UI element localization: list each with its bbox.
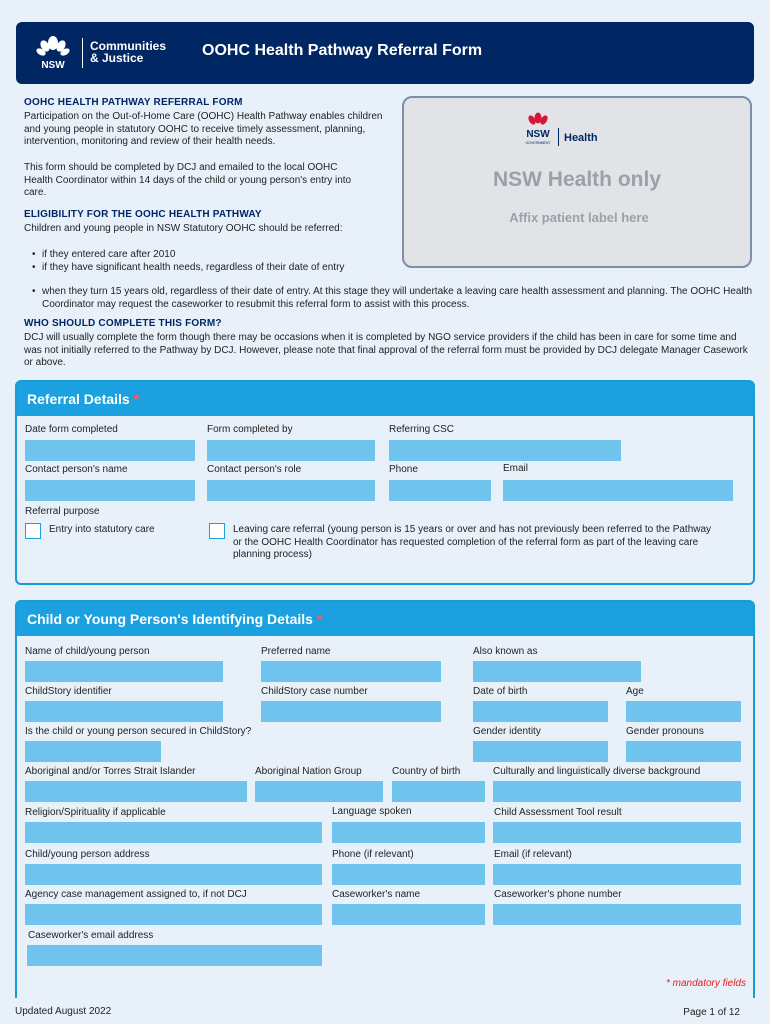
list-item: • if they entered care after 2010 bbox=[32, 249, 392, 262]
panel-header bbox=[17, 382, 753, 416]
language-label: Language spoken bbox=[332, 806, 412, 817]
eligibility-list-2 bbox=[32, 286, 756, 311]
date-label: Date form completed bbox=[25, 424, 118, 435]
child-name-label: Name of child/young person bbox=[25, 646, 150, 657]
cs-case-label: ChildStory case number bbox=[261, 686, 368, 697]
cat-input[interactable] bbox=[493, 822, 741, 843]
waratah-icon bbox=[36, 34, 70, 72]
dob-input[interactable] bbox=[473, 701, 608, 722]
child-details-panel bbox=[15, 600, 755, 998]
leaving-care-label: Leaving care referral (young person is 15 years or over and has not previously been referred to the Pathway or the OOHC Health Coordinator has requested completion of the referral form as part of the leaving care planning process) bbox=[233, 524, 712, 560]
page-number: Page 1 of 12 bbox=[683, 1007, 740, 1018]
age-label: Age bbox=[626, 686, 644, 697]
purpose-label: Referral purpose bbox=[25, 506, 100, 517]
svg-text:NSW: NSW bbox=[41, 60, 65, 71]
secured-select[interactable] bbox=[25, 741, 161, 762]
logo-text: Communities & Justice bbox=[90, 39, 167, 65]
agency-label: Agency case management assigned to, if not DCJ bbox=[25, 889, 247, 900]
nsw-health-logo bbox=[520, 110, 630, 150]
pronouns-label: Gender pronouns bbox=[626, 726, 704, 737]
religion-label: Religion/Spirituality if applicable bbox=[25, 807, 166, 818]
date-input[interactable] bbox=[25, 440, 195, 461]
updated-date: Updated August 2022 bbox=[15, 1006, 112, 1017]
list-item: • when they turn 15 years old, regardless of their date of entry. At this stage they will undertake a leaving care health assessment and planning. The OOHC Health Coordinator may request the caseworker to resubmit this referral form to assist with this process. bbox=[32, 286, 756, 311]
mandatory-note: * mandatory fields bbox=[665, 978, 746, 989]
entry-care-label: Entry into statutory care bbox=[49, 524, 155, 535]
address-label: Child/young person address bbox=[25, 849, 150, 860]
dcj-logo bbox=[36, 34, 176, 72]
section-title: Referral Details * bbox=[27, 391, 140, 407]
csc-input[interactable] bbox=[389, 440, 621, 461]
child-email-input[interactable] bbox=[493, 864, 741, 885]
intro-para1: Participation on the Out-of-Home Care (OOHC) Health Pathway enables children and young people in statutory OOHC to receive timely assessment, planning, intervention, monitoring and review of their health needs. bbox=[24, 111, 383, 147]
agency-input[interactable] bbox=[25, 904, 322, 925]
cw-email-input[interactable] bbox=[27, 945, 322, 966]
cald-label: Culturally and linguistically diverse background bbox=[493, 766, 701, 777]
gender-input[interactable] bbox=[473, 741, 608, 762]
intro-para2: This form should be completed by DCJ and emailed to the local OOHC Health Coordinator within 14 days of the child or young person's entry into care. bbox=[24, 162, 352, 198]
section-title: Child or Young Person's Identifying Details * bbox=[27, 611, 323, 627]
list-item: • if they have significant health needs, regardless of their date of entry bbox=[32, 262, 392, 275]
email-input[interactable] bbox=[503, 480, 733, 501]
nation-label: Aboriginal Nation Group bbox=[255, 766, 362, 777]
phone-label: Phone bbox=[389, 464, 418, 475]
cs-id-label: ChildStory identifier bbox=[25, 686, 112, 697]
by-label: Form completed by bbox=[207, 424, 293, 435]
country-label: Country of birth bbox=[392, 766, 461, 777]
secured-label: Is the child or young person secured in ChildStory? bbox=[25, 726, 252, 737]
cw-name-label: Caseworker's name bbox=[332, 889, 421, 900]
svg-text:Health: Health bbox=[564, 132, 598, 144]
eligibility-heading: ELIGIBILITY FOR THE OOHC HEALTH PATHWAY bbox=[24, 209, 262, 220]
header-banner bbox=[16, 22, 754, 84]
cald-input[interactable] bbox=[493, 781, 741, 802]
preferred-name-label: Preferred name bbox=[261, 646, 331, 657]
contact-name-input[interactable] bbox=[25, 480, 195, 501]
email-label: Email bbox=[503, 463, 529, 474]
cw-email-label: Caseworker's email address bbox=[28, 930, 154, 941]
child-phone-input[interactable] bbox=[332, 864, 485, 885]
cw-name-input[interactable] bbox=[332, 904, 485, 925]
nsw-health-only-title: NSW Health only bbox=[492, 168, 661, 191]
cs-id-input[interactable] bbox=[25, 701, 223, 722]
nsw-health-label-box bbox=[402, 96, 752, 268]
child-phone-label: Phone (if relevant) bbox=[332, 849, 414, 860]
role-label: Contact person's role bbox=[207, 464, 302, 475]
affix-label-text: Affix patient label here bbox=[509, 210, 649, 225]
child-email-label: Email (if relevant) bbox=[494, 849, 572, 860]
who-text: DCJ will usually complete the form though there may be occasions when it is completed by NGO service providers if the child has been in care for some time and was not initially referred to the Pathway by DCJ. However, please note that final approval of the referral form must be provided by DCJ delegate Manager Casework or above. bbox=[24, 332, 748, 368]
atsi-label: Aboriginal and/or Torres Strait Islander bbox=[25, 766, 196, 777]
svg-text:NSW: NSW bbox=[526, 129, 550, 140]
cat-label: Child Assessment Tool result bbox=[494, 807, 622, 818]
intro-heading: OOHC HEALTH PATHWAY REFERRAL FORM bbox=[24, 97, 243, 108]
svg-text:GOVERNMENT: GOVERNMENT bbox=[525, 141, 551, 145]
religion-input[interactable] bbox=[25, 822, 322, 843]
contact-label: Contact person's name bbox=[25, 464, 128, 475]
completed-by-input[interactable] bbox=[207, 440, 375, 461]
contact-role-input[interactable] bbox=[207, 480, 375, 501]
address-input[interactable] bbox=[25, 864, 322, 885]
referral-details-panel bbox=[15, 380, 755, 585]
cs-case-input[interactable] bbox=[261, 701, 441, 722]
cw-phone-input[interactable] bbox=[493, 904, 741, 925]
entry-care-checkbox[interactable] bbox=[25, 523, 41, 539]
child-name-input[interactable] bbox=[25, 661, 223, 682]
pronouns-input[interactable] bbox=[626, 741, 741, 762]
gender-label: Gender identity bbox=[473, 726, 541, 737]
language-input[interactable] bbox=[332, 822, 485, 843]
eligibility-text: Children and young people in NSW Statutory OOHC should be referred: bbox=[24, 223, 343, 234]
atsi-select[interactable] bbox=[25, 781, 247, 802]
cw-phone-label: Caseworker's phone number bbox=[494, 889, 622, 900]
nation-input[interactable] bbox=[255, 781, 383, 802]
phone-input[interactable] bbox=[389, 480, 491, 501]
eligibility-list bbox=[32, 249, 392, 274]
dob-label: Date of birth bbox=[473, 686, 528, 697]
preferred-name-input[interactable] bbox=[261, 661, 441, 682]
aka-label: Also known as bbox=[473, 646, 538, 657]
panel-header bbox=[17, 602, 753, 636]
country-input[interactable] bbox=[392, 781, 485, 802]
page-title: OOHC Health Pathway Referral Form bbox=[202, 42, 483, 59]
who-heading: WHO SHOULD COMPLETE THIS FORM? bbox=[24, 318, 222, 329]
csc-label: Referring CSC bbox=[389, 424, 455, 435]
aka-input[interactable] bbox=[473, 661, 641, 682]
age-input[interactable] bbox=[626, 701, 741, 722]
leaving-care-checkbox[interactable] bbox=[209, 523, 225, 539]
logo-divider bbox=[82, 38, 83, 68]
